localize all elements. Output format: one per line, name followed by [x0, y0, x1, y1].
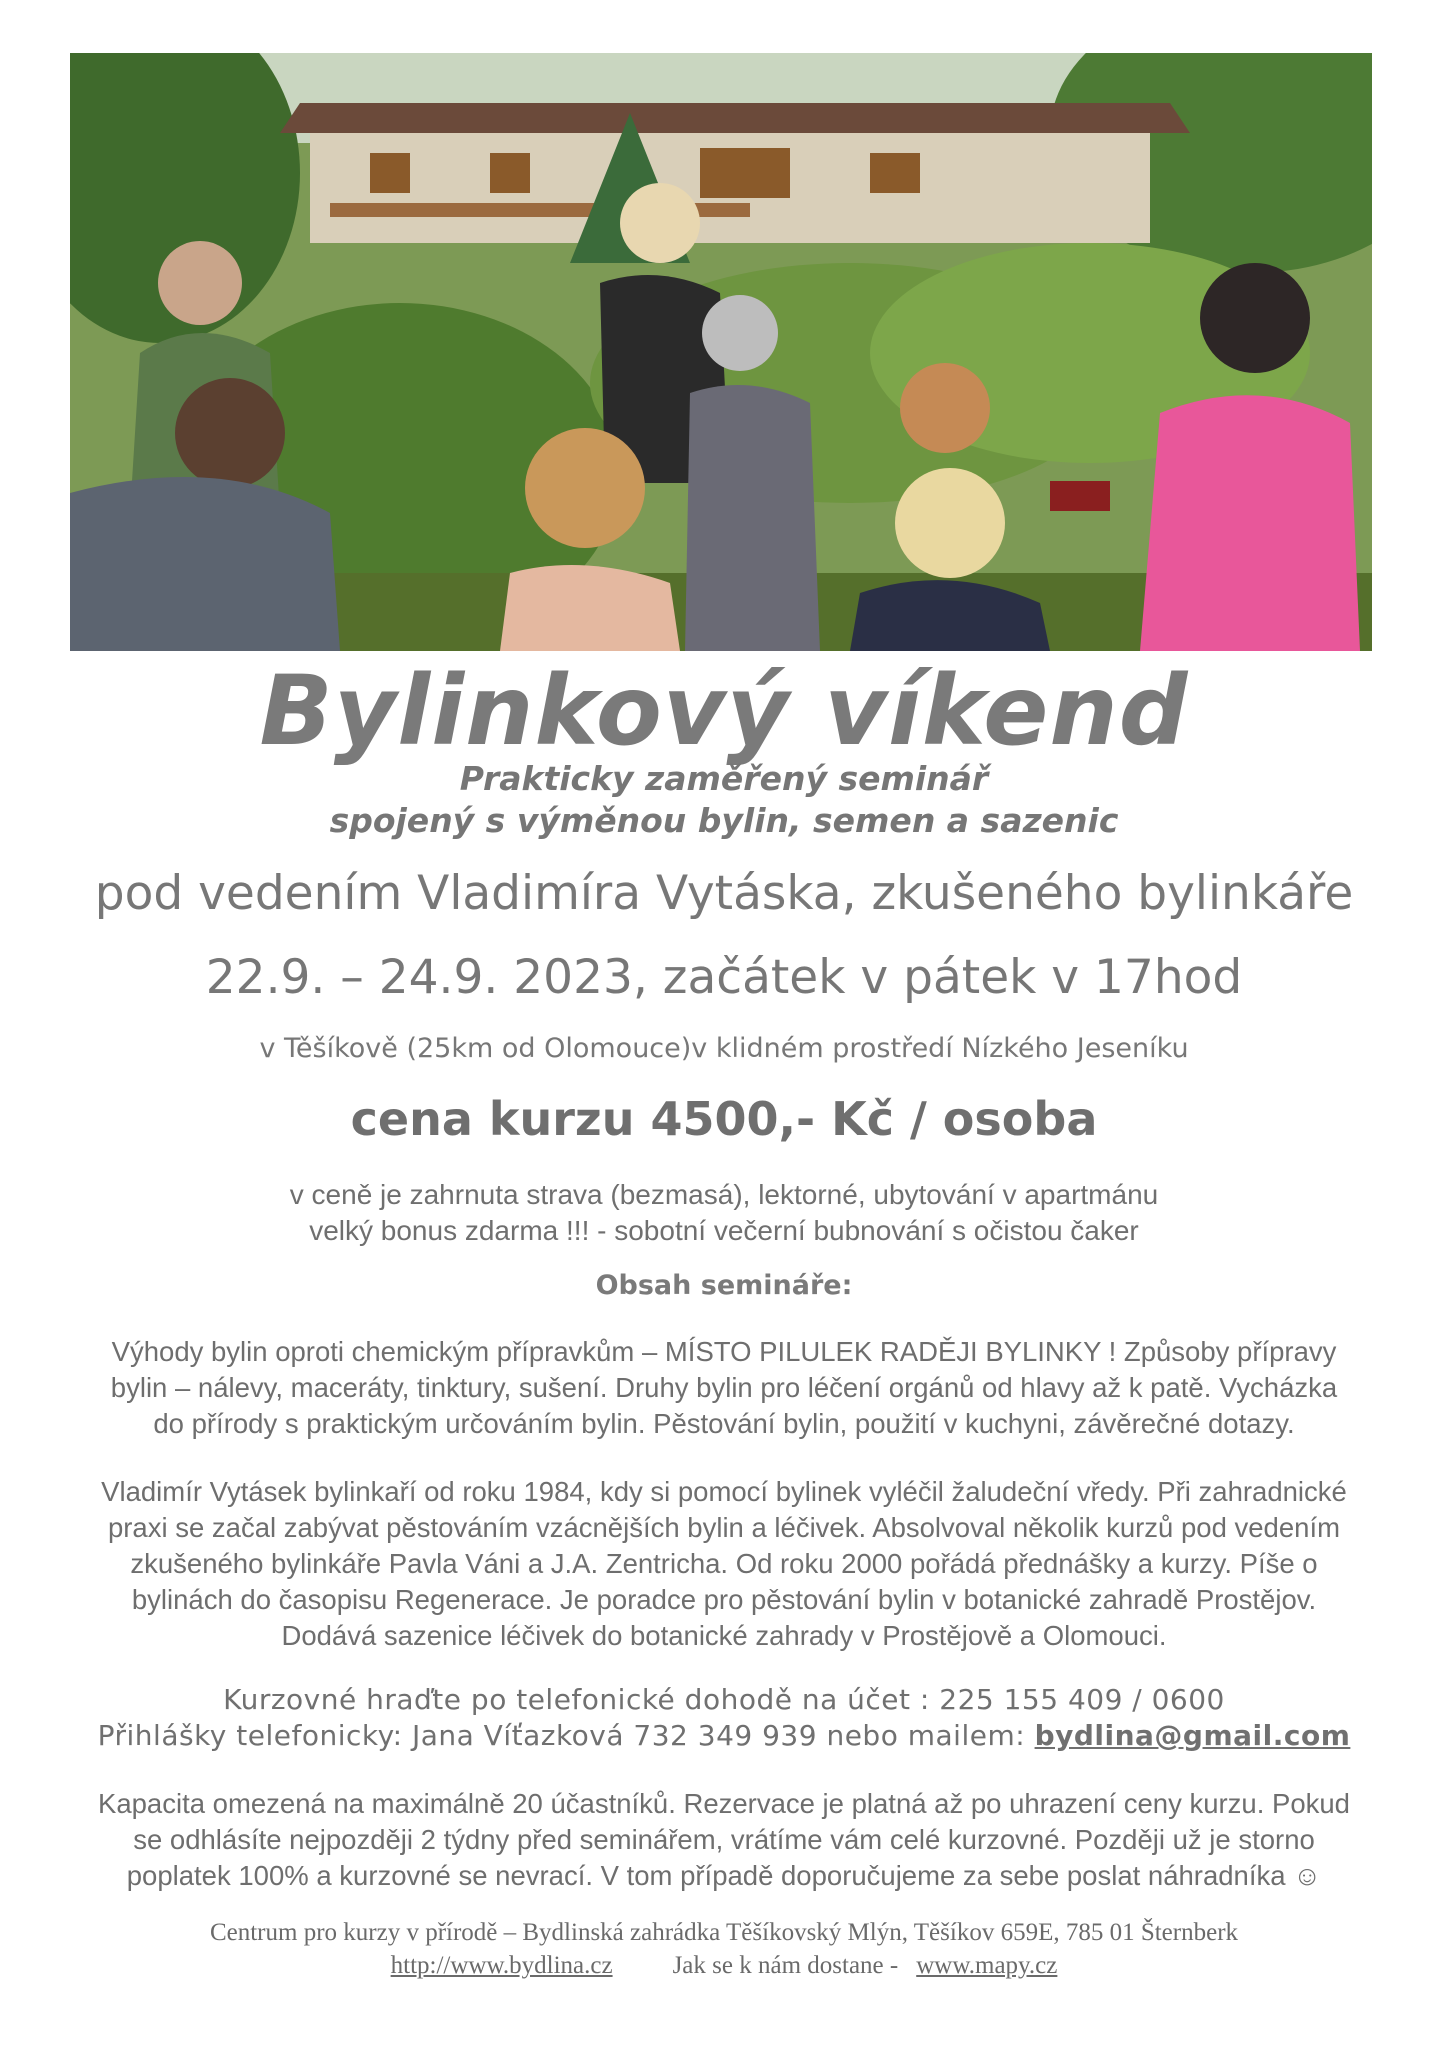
map-link[interactable]: www.mapy.cz — [916, 1952, 1058, 1979]
subtitle-line: Prakticky zaměřený seminář — [459, 759, 989, 798]
bio-line: zkušeného bylinkáře Pavla Váni a J.A. Zentricha. Od roku 2000 pořádá přednášky a kurzy. Píše o — [130, 1548, 1318, 1579]
included-line: v ceně je zahrnuta strava (bezmasá), lektorné, ubytování v apartmánu — [289, 1179, 1159, 1210]
email-link[interactable]: bydlina@gmail.com — [1034, 1719, 1351, 1752]
registration-line — [0, 1718, 1448, 1754]
subtitle — [0, 758, 1448, 842]
event-dates: 22.9. – 24.9. 2023, začátek v pátek v 17hod — [205, 950, 1243, 1005]
seminar-content — [50, 1334, 1398, 1442]
footer-address: Centrum pro kurzy v přírodě – Bydlinská zahrádka Těšíkovský Mlýn, Těšíkov 659E, 785 01 Šternberk — [209, 1919, 1239, 1946]
registration-text: Přihlášky telefonicky: Jana Víťazková 732 349 939 nebo mailem: — [97, 1719, 1035, 1752]
instructor-line: pod vedením Vladimíra Vytáska, zkušeného bylinkáře — [94, 866, 1354, 921]
payment-account: Kurzovné hraďte po telefonické dohodě na účet : 225 155 409 / 0600 — [223, 1683, 1225, 1716]
page-title: Bylinkový víkend — [259, 655, 1189, 767]
price-included — [0, 1177, 1448, 1249]
payment-info — [0, 1682, 1448, 1754]
content-line: bylin – nálevy, maceráty, tinktury, sušení. Druhy bylin pro léčení orgánů od hlavy až k patě. Vycházka — [110, 1372, 1338, 1403]
bio-line: Vladimír Vytásek bylinkaří od roku 1984, kdy si pomocí bylinek vyléčil žaludeční vředy. Při zahradnické — [101, 1476, 1347, 1507]
course-price: cena kurzu 4500,- Kč / osoba — [350, 1092, 1098, 1146]
event-location: v Těšíkově (25km od Olomouce)v klidném prostředí Nízkého Jeseníku — [259, 1033, 1189, 1064]
included-line: velký bonus zdarma !!! - sobotní večerní bubnování s očistou čaker — [309, 1215, 1139, 1246]
directions-text: Jak se k nám dostane - — [672, 1952, 899, 1979]
content-line: do přírody s praktickým určováním bylin. Pěstování bylin, použití v kuchyni, závěrečné dotazy. — [153, 1408, 1295, 1439]
capacity-info — [50, 1786, 1398, 1894]
header-photo — [70, 53, 1372, 651]
bio-line: praxi se začal zabývat pěstováním vzácnějších bylin a léčivek. Absolvoval několik kurzů pod vedením — [107, 1512, 1340, 1543]
capacity-line: se odhlásíte nejpozději 2 týdny před seminářem, vrátíme vám celé kurzovné. Později už je storno — [133, 1824, 1315, 1855]
content-line: Výhody bylin oproti chemickým přípravkům – MÍSTO PILULEK RADĚJI BYLINKY ! Způsoby přípravy — [111, 1336, 1337, 1367]
footer-links — [0, 1949, 1448, 1982]
bio-line: Dodává sazenice léčivek do botanické zahrady v Prostějově a Olomouci. — [281, 1620, 1167, 1651]
capacity-line: Kapacita omezená na maximálně 20 účastníků. Rezervace je platná až po uhrazení ceny kurzu. Pokud — [98, 1788, 1350, 1819]
content-heading: Obsah semináře: — [595, 1270, 853, 1301]
website-link[interactable]: http://www.bydlina.cz — [390, 1952, 613, 1979]
capacity-line: poplatek 100% a kurzovné se nevrací. V tom případě doporučujeme za sebe poslat náhradníka ☺ — [126, 1860, 1322, 1891]
bio-line: bylinách do časopisu Regenerace. Je poradce pro pěstování bylin v botanické zahradě Prostějov. — [131, 1584, 1317, 1615]
instructor-bio — [50, 1474, 1398, 1654]
footer — [0, 1916, 1448, 1982]
garden-group-photo-icon — [70, 53, 1372, 651]
subtitle-line: spojený s výměnou bylin, semen a sazenic — [329, 801, 1119, 840]
